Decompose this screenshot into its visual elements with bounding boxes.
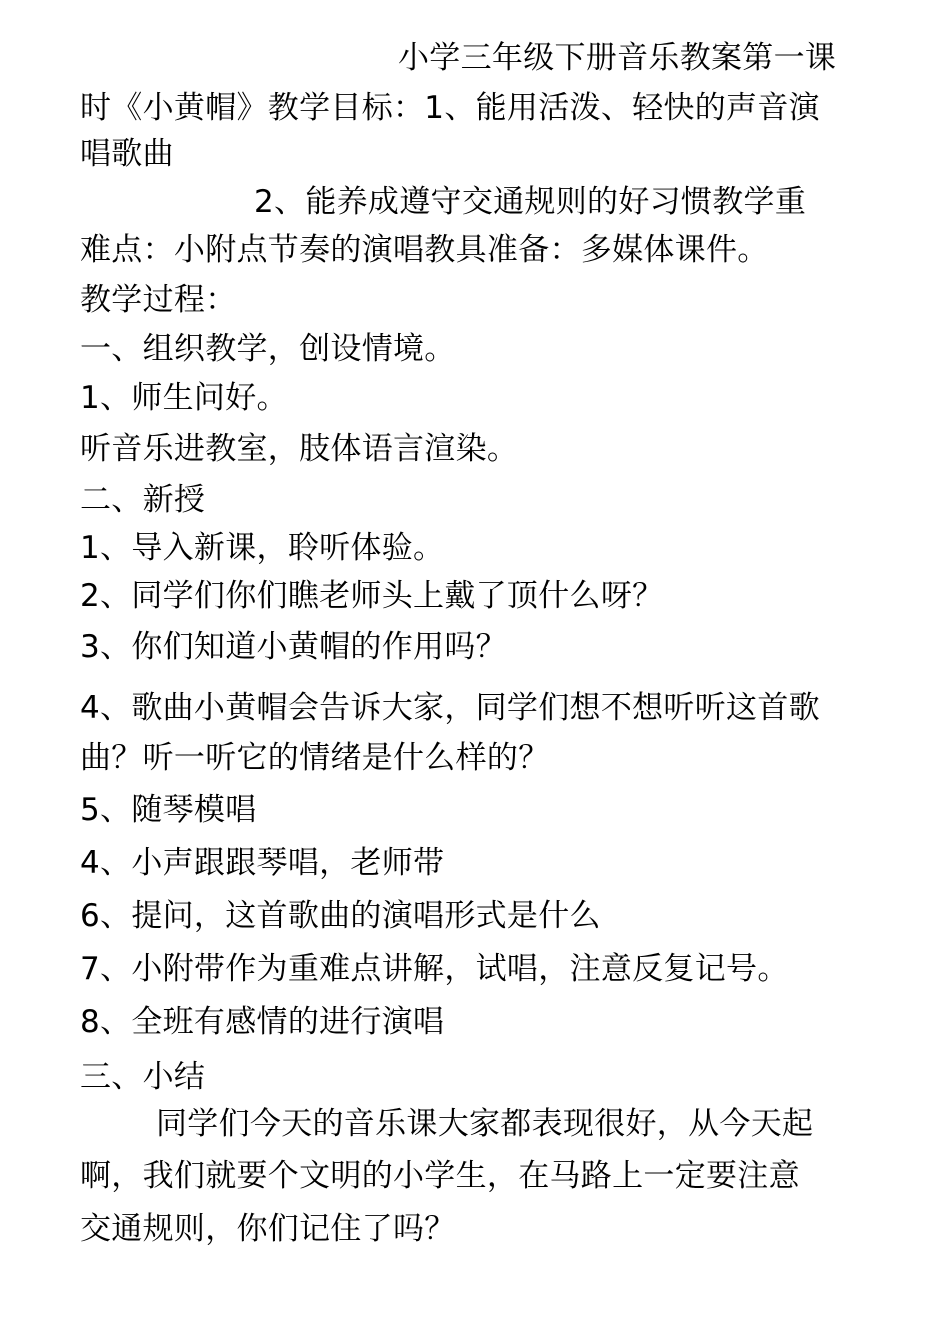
list-item: 6、提问，这首歌曲的演唱形式是什么 — [80, 898, 601, 934]
summary-line-3: 交通规则，你们记住了吗？ — [80, 1211, 456, 1247]
list-item-continued: 曲？听一听它的情绪是什么样的？ — [80, 740, 550, 776]
list-item: 4、小声跟跟琴唱，老师带 — [80, 845, 445, 881]
section-heading-3: 三、小结 — [80, 1059, 206, 1095]
list-item: 2、同学们你们瞧老师头上戴了顶什么呀？ — [80, 578, 664, 614]
list-item: 1、导入新课，聆听体验。 — [80, 530, 445, 566]
section-heading-1: 一、组织教学，创设情境。 — [80, 331, 456, 367]
list-item: 3、你们知道小黄帽的作用吗？ — [80, 629, 507, 665]
summary-line-2: 啊，我们就要个文明的小学生，在马路上一定要注意 — [80, 1158, 800, 1194]
lesson-title-line: 小学三年级下册音乐教案第一课 — [398, 40, 837, 76]
process-heading: 教学过程： — [80, 282, 237, 318]
section-heading-2: 二、新授 — [80, 482, 206, 518]
paragraph-line: 听音乐进教室，肢体语言渲染。 — [80, 431, 519, 467]
objective-line-3: 2、能养成遵守交通规则的好习惯教学重 — [254, 184, 807, 220]
list-item: 8、全班有感情的进行演唱 — [80, 1004, 445, 1040]
list-item: 5、随琴模唱 — [80, 792, 257, 828]
objective-line-2: 唱歌曲 — [80, 136, 174, 172]
difficulty-line: 难点：小附点节奏的演唱教具准备：多媒体课件。 — [80, 232, 769, 268]
list-item: 7、小附带作为重难点讲解，试唱，注意反复记号。 — [80, 951, 789, 987]
list-item: 4、歌曲小黄帽会告诉大家，同学们想不想听听这首歌 — [80, 690, 820, 726]
summary-line-1: 同学们今天的音乐课大家都表现很好，从今天起 — [156, 1106, 814, 1142]
objective-line-1: 时《小黄帽》教学目标：1、能用活泼、轻快的声音演 — [80, 90, 820, 126]
list-item: 1、师生问好。 — [80, 380, 288, 416]
